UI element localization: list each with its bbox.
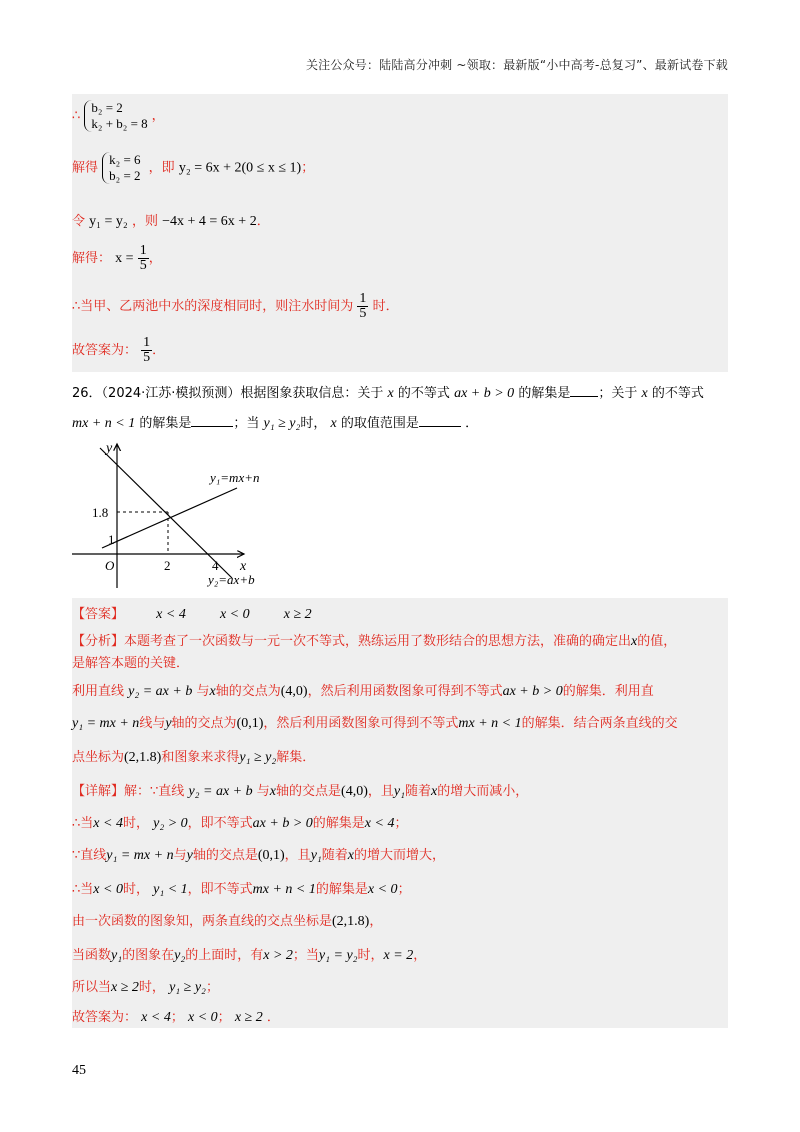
frac-numerator: 1: [143, 335, 151, 350]
inequality: x ≥ 2: [111, 980, 139, 995]
detail-text: 时，: [122, 882, 149, 897]
detail-text: ，即不等式: [187, 816, 253, 831]
tick-y-1.8: 1.8: [92, 505, 109, 520]
detail-text: ；: [205, 980, 219, 995]
ling-eq1: y₁ = y₂: [89, 214, 128, 229]
function-graph: [72, 438, 302, 598]
frac-denominator: 5: [143, 350, 151, 365]
detail-text: 时，: [138, 980, 165, 995]
inequality: mx + n < 1: [252, 882, 316, 897]
solve-x-line: 解得： x = $\frac{1}{5}$ ，: [72, 243, 162, 273]
line-y1: [102, 488, 237, 548]
inequality: y₂ > 0: [153, 816, 188, 831]
analysis-text: 轴的交点为: [215, 684, 281, 699]
question-number: 26．（2024·江苏·模拟预测）根据图象获取信息：关于: [72, 386, 384, 401]
detail-text: 解：∵直线: [124, 784, 185, 799]
equation: y₁ = y₂: [318, 948, 358, 963]
detail-text: 与: [173, 848, 187, 863]
line-y1-label: y₁=mx+n: [210, 470, 260, 485]
detail-text: 的图象在: [122, 948, 175, 963]
detail-text: ，: [413, 948, 427, 963]
system1-row2: k₂ + b₂ = 8: [91, 116, 148, 131]
analysis-text: 解集．: [276, 750, 316, 765]
detail-text: ；: [394, 816, 408, 831]
analysis-text: 是解答本题的关键．: [72, 656, 190, 671]
var-y: y: [186, 848, 193, 863]
detail-text: ；: [170, 1010, 184, 1025]
system1-row1: b₂ = 2: [91, 100, 123, 115]
detail-text: 的增大而增大，: [354, 848, 446, 863]
prev-answer-label: 故答案为：: [72, 343, 138, 358]
detail-line-6: [72, 944, 426, 964]
var-x: x: [430, 784, 438, 799]
var-x: x: [631, 634, 638, 649]
equation-system-2: [102, 152, 144, 184]
analysis-text: 的值，: [637, 634, 677, 649]
detail-text: 由一次函数的图象知，两条直线的交点坐标是: [72, 914, 333, 929]
page-header: 关注公众号：陆陆高分冲刺 ~领取：最新版“小中高考-总复习”、最新试卷下载: [305, 58, 728, 72]
line-y2-label: y₂=ax+b: [208, 572, 255, 587]
tick-y-1: 1: [108, 532, 115, 547]
var-y2: y₂: [174, 948, 186, 963]
detail-text: 的解集是: [312, 816, 365, 831]
inequality: y₁ < 1: [153, 882, 188, 897]
inequality: y₁ ≥ y₂: [169, 980, 206, 995]
question-text: 的不等式: [651, 386, 704, 401]
detail-text: 的解集是: [315, 882, 368, 897]
analysis-text: 的解集．结合两条直线的交: [521, 716, 678, 731]
inequality: x < 0: [367, 882, 398, 897]
answer-fraction: [141, 336, 152, 365]
inequality: y₁ ≥ y₂: [239, 750, 277, 765]
detail-text: 当函数: [72, 948, 112, 963]
detail-text: ；: [397, 882, 411, 897]
detail-line-7: [72, 976, 219, 996]
frac-denominator: 5: [359, 306, 367, 321]
detail-text: ，即不等式: [187, 882, 253, 897]
tick-x-2: 2: [164, 558, 171, 573]
ling-mid: ，则: [131, 214, 158, 229]
frac-denominator: 5: [139, 258, 147, 273]
inequality-2: mx + n < 1: [72, 416, 136, 431]
detail-text: 时，: [122, 816, 149, 831]
conclusion-fraction: [357, 292, 368, 321]
equation: x = 2: [383, 948, 414, 963]
detail-line-2: [72, 812, 407, 832]
var-x: x: [387, 386, 394, 401]
analysis-text: ，然后利用函数图象可得到不等式: [263, 716, 459, 731]
detail-label: 【详解】: [72, 784, 125, 799]
answer-blank-2[interactable]: [191, 426, 233, 427]
frac-numerator: 1: [359, 291, 367, 306]
final-answer-2: x < 0: [187, 1010, 218, 1025]
var-y1: y₁: [310, 848, 322, 863]
prev-answer-line: 故答案为： $\frac{1}{5}$ ．: [72, 335, 166, 365]
previous-solution-block: [72, 94, 728, 372]
tick-x-4: 4: [212, 558, 219, 573]
conclusion-line: [72, 292, 399, 321]
fraction-one-fifth: [138, 244, 149, 273]
question-text: 的解集是: [518, 386, 571, 401]
analysis-text: 轴的交点为: [171, 716, 237, 731]
origin-label: O: [105, 558, 115, 573]
inequality: ax + b > 0: [252, 816, 313, 831]
detail-line-5: [72, 910, 382, 930]
final-answer-3: x ≥ 2: [234, 1010, 263, 1025]
detail-text: 时，: [357, 948, 384, 963]
inequality: x < 4: [364, 816, 395, 831]
detail-text: 故答案为：: [72, 1010, 138, 1025]
inequality: ax + b > 0: [502, 684, 563, 699]
point: (2,1.8): [332, 914, 370, 929]
var-y1: y₁: [111, 948, 123, 963]
x-axis-label: x: [240, 559, 247, 574]
var-x: x: [641, 386, 648, 401]
analysis-text: ，然后利用函数图象可得到不等式: [307, 684, 503, 699]
system2-row2: b₂ = 2: [109, 168, 141, 183]
system2-row1: k₂ = 6: [109, 152, 141, 167]
frac-numerator: 1: [139, 243, 147, 258]
var-x: x: [269, 784, 277, 799]
y-axis-label: y: [106, 441, 113, 456]
ling-eq2: −4x + 4 = 6x + 2: [162, 214, 257, 229]
detail-text: ，且: [367, 784, 394, 799]
question-text: 的不等式: [397, 386, 450, 401]
detail-text: 所以当: [72, 980, 112, 995]
detail-text: ∴当: [72, 816, 94, 831]
answer-2: x < 0: [219, 607, 250, 622]
equation: y₁ = mx + n: [106, 848, 174, 863]
detail-text: 的增大而减小，: [437, 784, 529, 799]
detail-text: 随着: [404, 784, 431, 799]
condition: y₁ ≥ y₂: [263, 416, 301, 431]
detail-text: ，且: [284, 848, 311, 863]
analysis-text: 与: [196, 684, 210, 699]
inequality: x < 0: [93, 882, 123, 897]
analysis-text: 点坐标为: [72, 750, 125, 765]
conclusion-text: ∴当甲、乙两池中水的深度相同时，则注水时间为: [72, 299, 354, 314]
analysis-line-2: [72, 652, 189, 671]
ling-line: 令 y₁ = y₂ ，则 −4x + 4 = 6x + 2．: [72, 214, 270, 229]
detail-text: ∵直线: [72, 848, 107, 863]
question-text: 的解集是: [139, 416, 192, 431]
var-x: x: [209, 684, 216, 699]
inequality: x > 2: [263, 948, 293, 963]
var-x: x: [330, 416, 337, 431]
answer-label: 【答案】: [72, 607, 125, 622]
analysis-text: 线与: [139, 716, 166, 731]
jiede-label: 解得：: [72, 251, 112, 266]
inequality: x < 4: [93, 816, 123, 831]
equation-system-1: [84, 100, 151, 132]
detail-line-3: [72, 844, 445, 864]
analysis-label: 【分析】: [72, 634, 125, 649]
inequality-1: ax + b > 0: [454, 386, 515, 401]
answer-blank-1[interactable]: [570, 396, 598, 397]
question-text: 的取值范围是: [340, 416, 419, 431]
therefore-symbol: ∴: [72, 108, 81, 124]
question-text: 时，: [300, 416, 327, 431]
detail-text: ∴当: [72, 882, 94, 897]
analysis-text: 利用直线: [72, 684, 125, 699]
detail-text: 轴的交点是: [276, 784, 342, 799]
detail-text: 轴的交点是: [192, 848, 258, 863]
system-line-1: ∴ b₂ = 2 k₂ + b₂ = 8 ，: [72, 100, 165, 131]
x-equals: x =: [115, 251, 134, 266]
point: (4,0): [280, 684, 308, 699]
equation: y₁ = mx + n: [72, 716, 140, 731]
analysis-line-5: [72, 746, 315, 766]
point: (0,1): [257, 848, 285, 863]
solve-label: 解得: [72, 160, 99, 176]
system-line-2: 解得 k₂ = 6 b₂ = 2 ，即 y₂ = 6x + 2(0 ≤ x ≤ 1)；: [72, 152, 315, 183]
answer-3: x ≥ 2: [283, 607, 312, 622]
analysis-line-3: [72, 680, 654, 700]
detail-text: 随着: [321, 848, 348, 863]
point: (0,1): [236, 716, 264, 731]
analysis-text: 和图象来求得: [161, 750, 240, 765]
detail-line-1: [72, 780, 528, 800]
point: (4,0): [341, 784, 368, 799]
var-y: y: [165, 716, 172, 731]
detail-line-8: [72, 1006, 280, 1026]
conclusion-unit: 时．: [372, 299, 399, 314]
detail-text: 的上面时，有: [185, 948, 264, 963]
var-y1: y₁: [393, 784, 405, 799]
question-line-1: [72, 382, 704, 402]
question-text: ；关于: [598, 386, 638, 401]
point: (2,1.8): [124, 750, 162, 765]
var-x: x: [347, 848, 355, 863]
page-number: 45: [72, 1063, 86, 1078]
analysis-line-1: [72, 630, 676, 650]
equation: y₂ = ax + b: [188, 784, 253, 799]
answer-1: x < 4: [156, 607, 186, 622]
final-answer-1: x < 4: [141, 1010, 171, 1025]
detail-text: ；: [217, 1010, 231, 1025]
inequality: mx + n < 1: [458, 716, 522, 731]
answer-line: [72, 603, 312, 623]
detail-text: ．: [266, 1010, 280, 1025]
y2-equation: y₂ = 6x + 2(0 ≤ x ≤ 1): [178, 160, 302, 176]
ji-text: ，即: [148, 160, 175, 176]
analysis-text: 的解集．利用直: [562, 684, 654, 699]
question-text: ．: [465, 416, 479, 431]
detail-text: ，: [369, 914, 383, 929]
ling-label: 令: [72, 214, 86, 229]
question-text: ；当: [233, 416, 260, 431]
detail-line-4: [72, 878, 411, 898]
detail-text: ；当: [292, 948, 319, 963]
detail-text: 与: [256, 784, 270, 799]
analysis-line-4: [72, 712, 678, 732]
equation: y₂ = ax + b: [128, 684, 193, 699]
question-line-2: [72, 412, 478, 432]
analysis-text: 本题考查了一次函数与一元一次不等式，熟练运用了数形结合的思想方法，准确的确定出: [124, 634, 632, 649]
answer-blank-3[interactable]: [419, 426, 461, 427]
